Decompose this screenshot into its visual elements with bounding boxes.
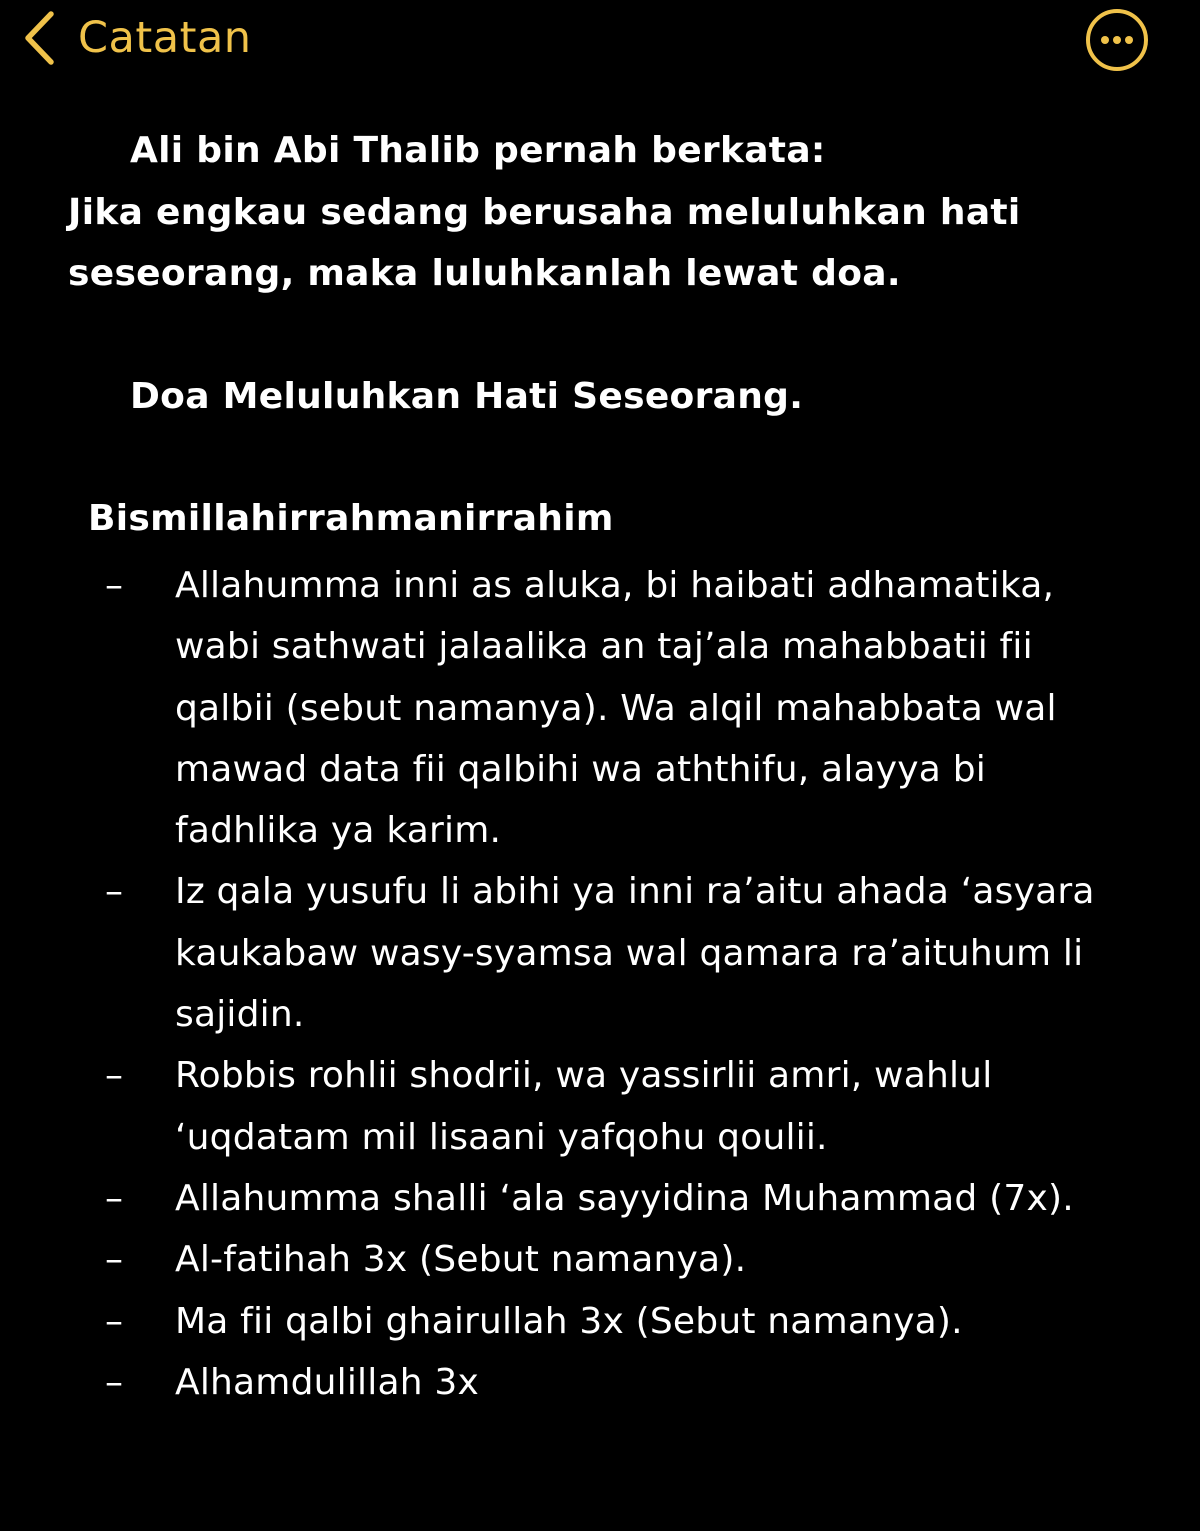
bullet-dash: –: [105, 871, 123, 913]
navigation-bar: [0, 0, 1200, 90]
list-item: [0, 1291, 1200, 1352]
back-button[interactable]: [22, 8, 252, 68]
back-label: Catatan: [78, 13, 252, 63]
list-item: [0, 861, 1200, 1045]
bullet-dash: –: [105, 1177, 123, 1219]
quote-line-2: seseorang, maka luluhkanlah lewat doa.: [68, 253, 901, 294]
note-heading: Doa Meluluhkan Hati Seseorang.: [130, 376, 804, 417]
list-item: [0, 1229, 1200, 1290]
basmala-line: Bismillahirrahmanirrahim: [88, 498, 614, 539]
list-item-text: Al-fatihah 3x (Sebut namanya).: [175, 1239, 747, 1281]
list-item-text: Allahumma inni as aluka, bi haibati adhamatika, wabi sathwati jalaalika an taj’ala mahabbatii fii qalbii (sebut namanya). Wa alqil mahabbata wal mawad data fii qalbihi wa aththifu, alayya bi fadhlika ya karim.: [175, 565, 1057, 852]
list-item-text: Robbis rohlii shodrii, wa yassirlii amri, wahlul ‘uqdatam mil lisaani yafqohu qoulii.: [175, 1055, 993, 1158]
more-options-button[interactable]: [1085, 8, 1149, 72]
chevron-left-icon: [22, 10, 56, 66]
prayer-list: [0, 555, 1200, 1413]
list-item-text: Allahumma shalli ‘ala sayyidina Muhammad (7x).: [175, 1177, 1074, 1219]
bullet-dash: –: [105, 565, 123, 606]
bullet-dash: –: [105, 1361, 123, 1403]
list-item-text: Alhamdulillah 3x: [175, 1361, 479, 1403]
list-item-text: Ma fii qalbi ghairullah 3x (Sebut namanya).: [175, 1300, 963, 1342]
list-item: [0, 1168, 1200, 1229]
bullet-dash: –: [105, 1300, 123, 1342]
bullet-dash: –: [105, 1239, 123, 1281]
quote-line-1: Jika engkau sedang berusaha meluluhkan hati: [68, 192, 1021, 233]
list-item-text: Iz qala yusufu li abihi ya inni ra’aitu ahada ‘asyara kaukabaw wasy-syamsa wal qamara ra’aituhum li sajidin.: [175, 871, 1095, 1036]
list-item: [0, 1352, 1200, 1413]
bullet-dash: –: [105, 1055, 123, 1097]
list-item: [0, 1045, 1200, 1168]
intro-line: Ali bin Abi Thalib pernah berkata:: [130, 130, 826, 171]
more-options-icon: [1085, 8, 1149, 72]
list-item: [0, 555, 1200, 861]
